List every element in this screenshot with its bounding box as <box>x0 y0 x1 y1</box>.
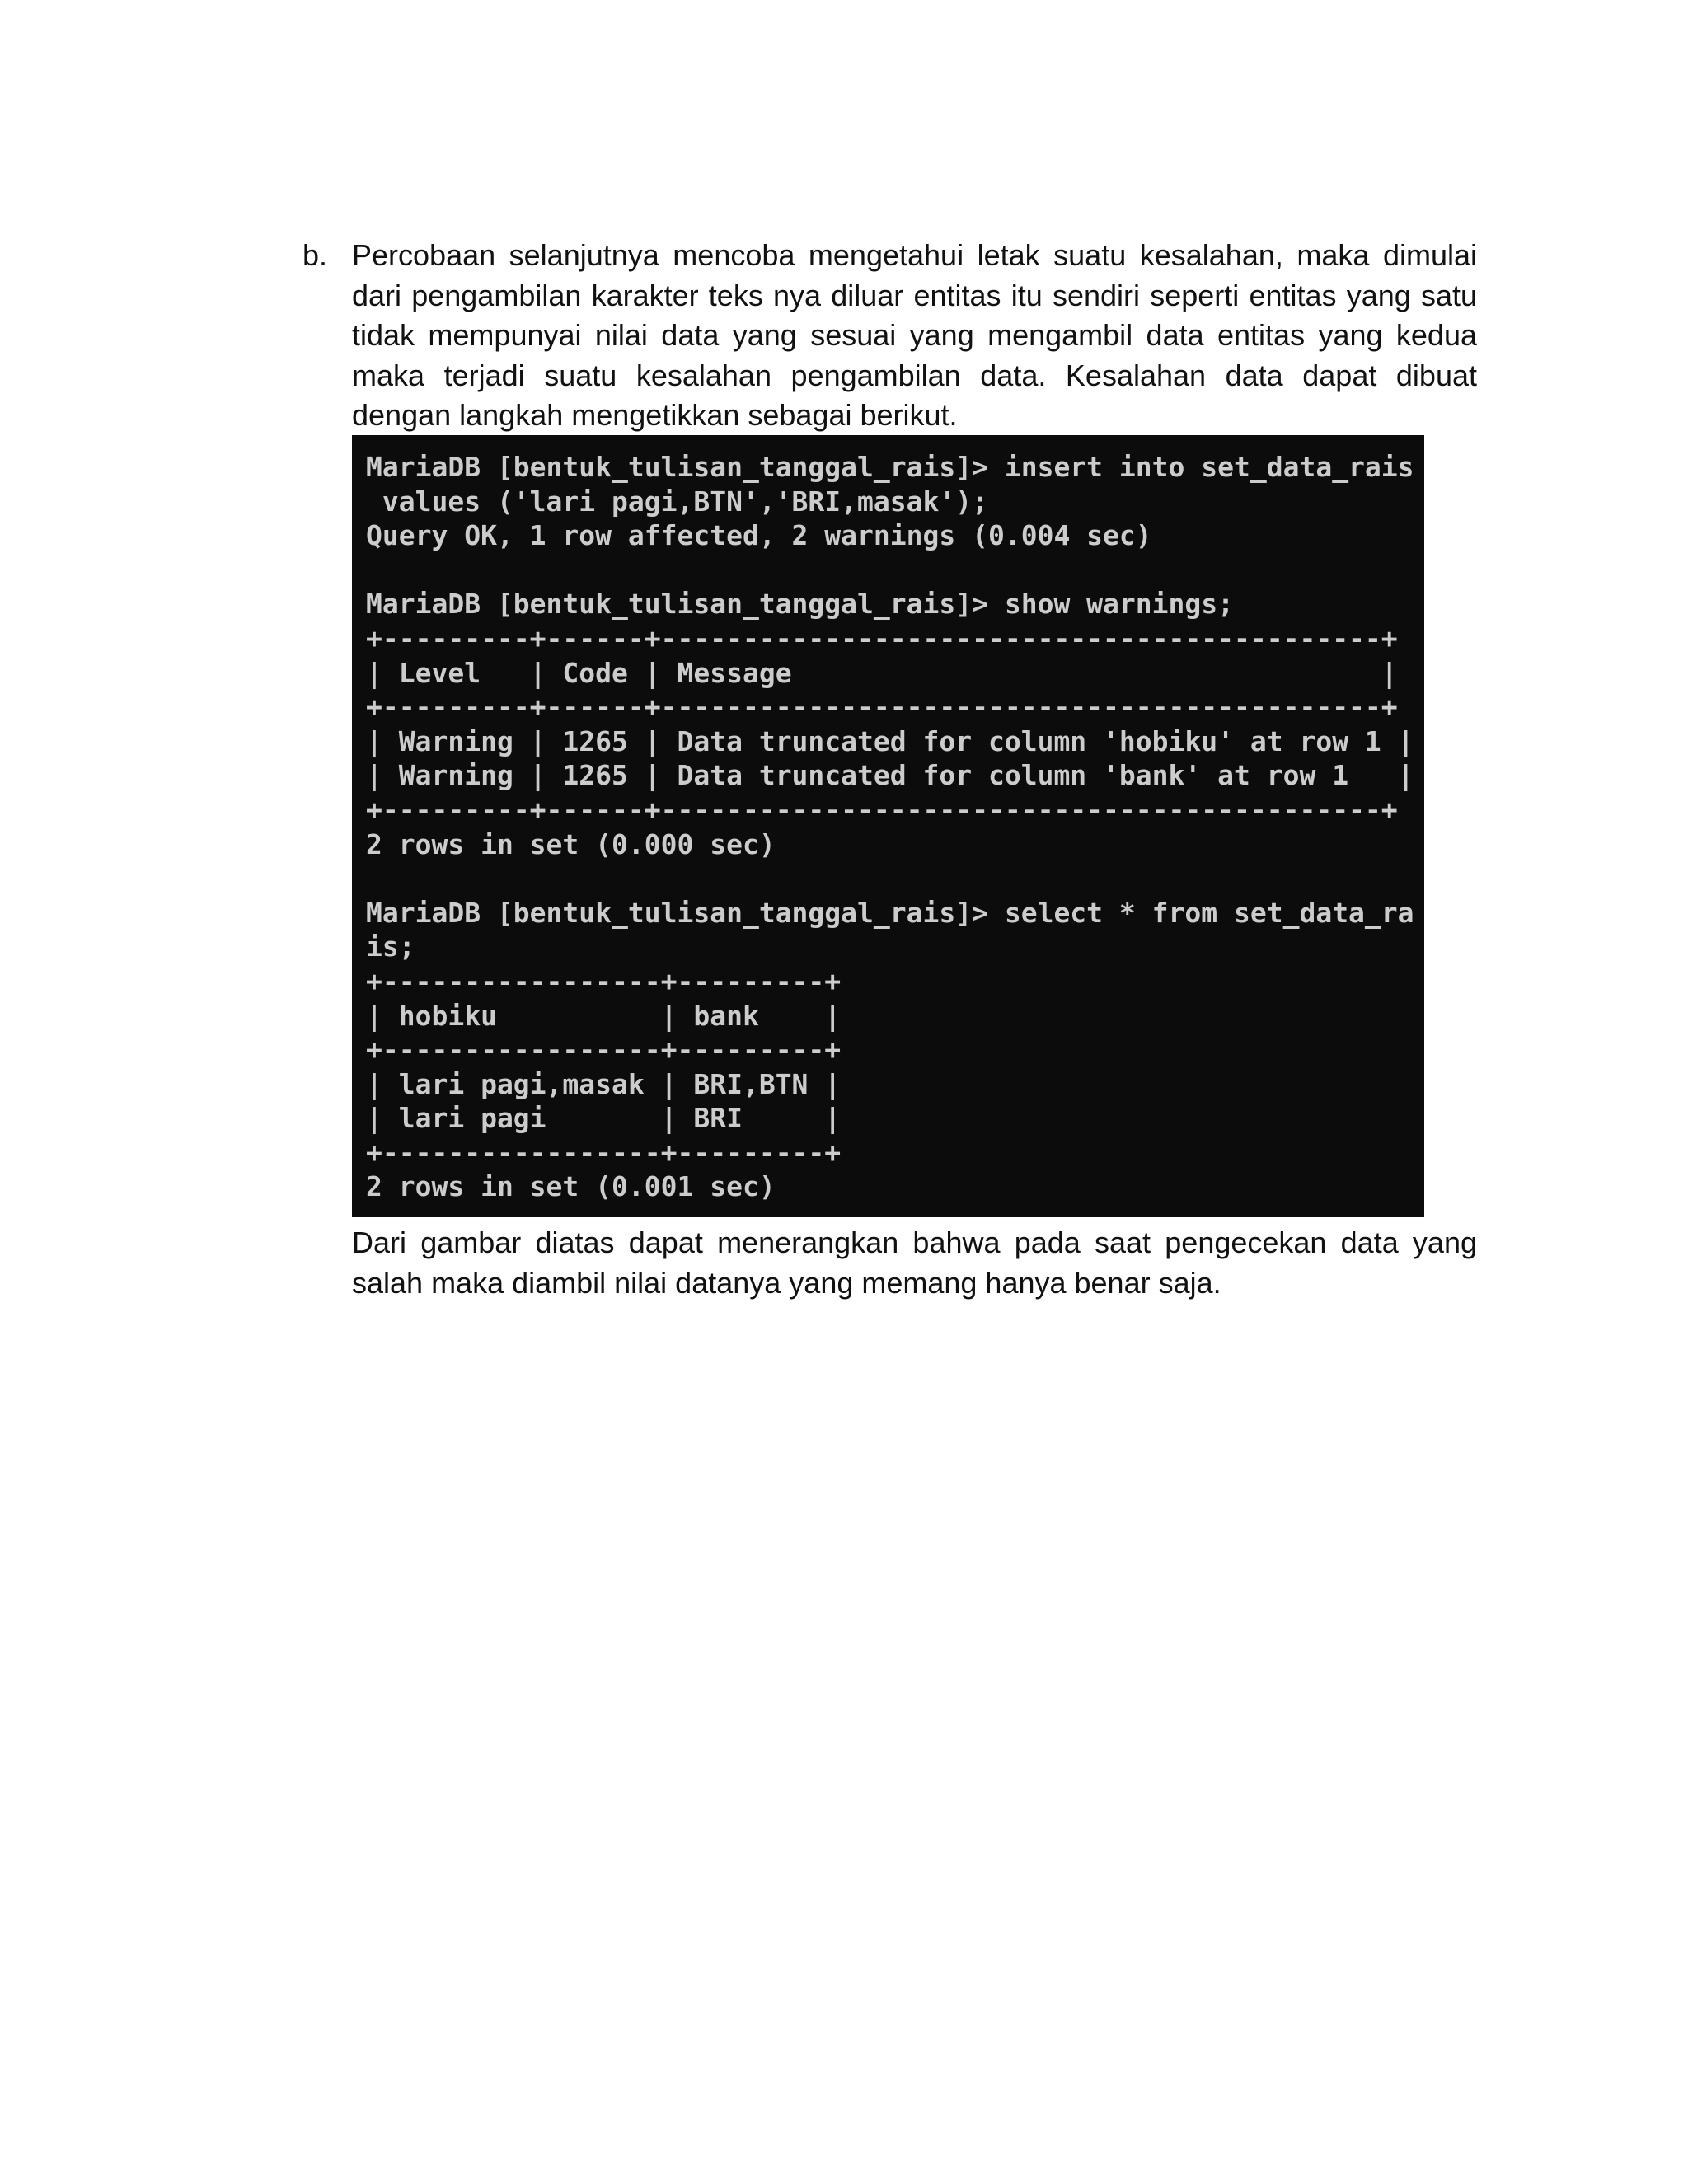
outro-paragraph: Dari gambar diatas dapat menerangkan bahwa pada saat pengecekan data yang salah maka diambil nilai datanya yang memang hanya benar saja. <box>352 1226 1477 1300</box>
list-marker: b. <box>302 238 328 272</box>
intro-paragraph: Percobaan selanjutnya mencoba mengetahui letak suatu kesalahan, maka dimulai dari pengambilan karakter teks nya diluar entitas itu sendiri seperti entitas yang satu tidak mempunyai nilai data yang sesuai yang mengambil data entitas yang kedua maka terjadi suatu kesalahan pengambilan data. Kesalahan data dapat dibuat dengan langkah mengetikkan sebagai berikut. <box>352 238 1477 432</box>
terminal-output: MariaDB [bentuk_tulisan_tanggal_rais]> insert into set_data_rais values ('lari pagi,BTN','BRI,masak'); Query OK, 1 row affected, 2 warnings (0.004 sec) MariaDB [bentuk_tulisan_tanggal_rais]> show warnings; +---------+------+--------------------------------------------+ | Level | Code | Message | +---------+------+--------------------------------------------+ | Warning | 1265 | Data truncated for column 'hobiku' at row 1 | | Warning | 1265 | Data truncated for column 'bank' at row 1 | +---------+------+--------------------------------------------+ 2 rows in set (0.000 sec) MariaDB [bentuk_tulisan_tanggal_rais]> select * from set_data_ra is; +-----------------+---------+ | hobiku | bank | +-----------------+---------+ | lari pagi,masak | BRI,BTN | | lari pagi | BRI | +-----------------+---------+ 2 rows in set (0.001 sec) <box>366 451 1414 1203</box>
terminal-screenshot <box>352 435 1424 1217</box>
